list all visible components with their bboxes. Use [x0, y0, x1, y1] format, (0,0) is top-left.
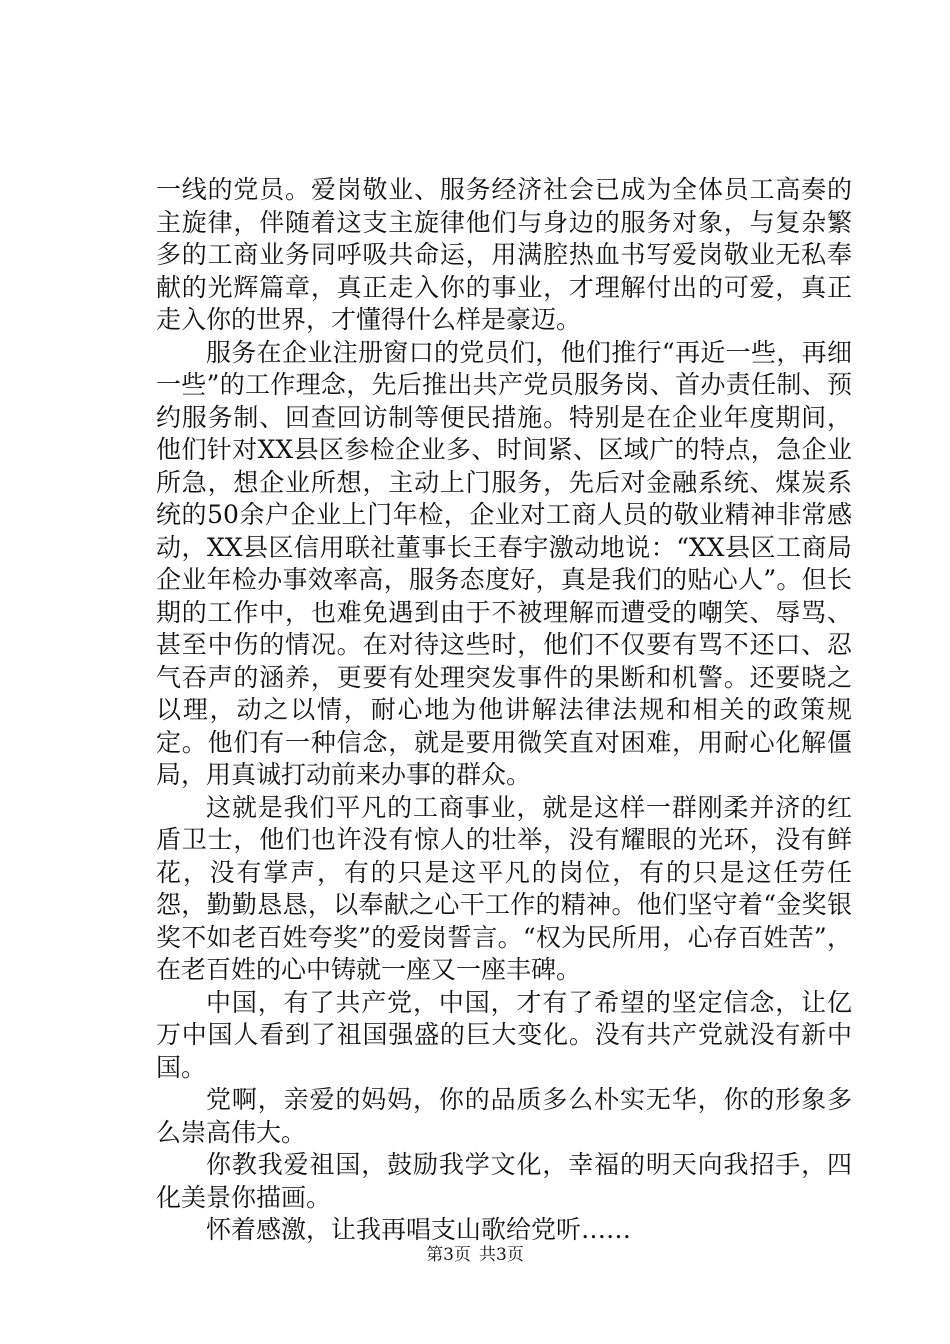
page-footer	[0, 1244, 950, 1266]
paragraph-3: 这就是我们平凡的工商事业，就是这样一群刚柔并济的红盾卫士，他们也许没有惊人的壮举，没有耀眼的光环，没有鲜花，没有掌声，有的只是这平凡的岗位，有的只是这任劳任怨，勤勤恳恳，以奉献之心干工作的精神。他们坚守着“金奖银奖不如老百姓夸奖”的爱岗誓言。“权为民所用，心存百姓苦”，在老百姓的心中铸就一座又一座丰碑。	[156, 792, 852, 984]
paragraph-7: 怀着感激，让我再唱支山歌给党听……	[206, 1215, 632, 1244]
paragraph-1: 一线的党员。爱岗敬业、服务经济社会已成为全体员工高奏的主旋律，伴随着这支主旋律他们与身边的服务对象，与复杂繁多的工商业务同呼吸共命运，用满腔热血书写爱岗敬业无私奉献的光辉篇章，真正走入你的事业，才理解付出的可爱，真正走入你的世界，才懂得什么样是豪迈。	[156, 175, 852, 334]
paragraph-2: 服务在企业注册窗口的党员们，他们推行“再近一些，再细一些”的工作理念，先后推出共产党员服务岗、首办责任制、预约服务制、回查回访制等便民措施。特别是在企业年度期间，他们针对XX县区参检企业多、时间紧、区域广的特点，急企业所急，想企业所想，主动上门服务，先后对金融系统、煤炭系统的50余户企业上门年检，企业对工商人员的敬业精神非常感动，XX县区信用联社董事长王春宇激动地说：“XX县区工商局企业年检办事效率高，服务态度好，真是我们的贴心人”。但长期的工作中，也难免遇到由于不被理解而遭受的嘲笑、辱骂、甚至中伤的情况。在对待这些时，他们不仅要有骂不还口、忍气吞声的涵养，更要有处理突发事件的果断和机警。还要晓之以理，动之以情，耐心地为他讲解法律法规和相关的政策规定。他们有一种信念，就是要用微笑直对困难，用耐心化解僵局，用真诚打动前来办事的群众。	[156, 337, 852, 789]
page-total: 共3页	[479, 1245, 524, 1265]
paragraph-5: 党啊，亲爱的妈妈，你的品质多么朴实无华，你的形象多么崇高伟大。	[156, 1085, 852, 1147]
page-number: 第3页	[426, 1245, 471, 1265]
document-body	[156, 174, 852, 1247]
paragraph-4: 中国，有了共产党，中国，才有了希望的坚定信念，让亿万中国人看到了祖国强盛的巨大变化。没有共产党就没有新中国。	[156, 987, 852, 1082]
paragraph-6: 你教我爱祖国，鼓励我学文化，幸福的明天向我招手，四化美景你描画。	[156, 1150, 852, 1212]
